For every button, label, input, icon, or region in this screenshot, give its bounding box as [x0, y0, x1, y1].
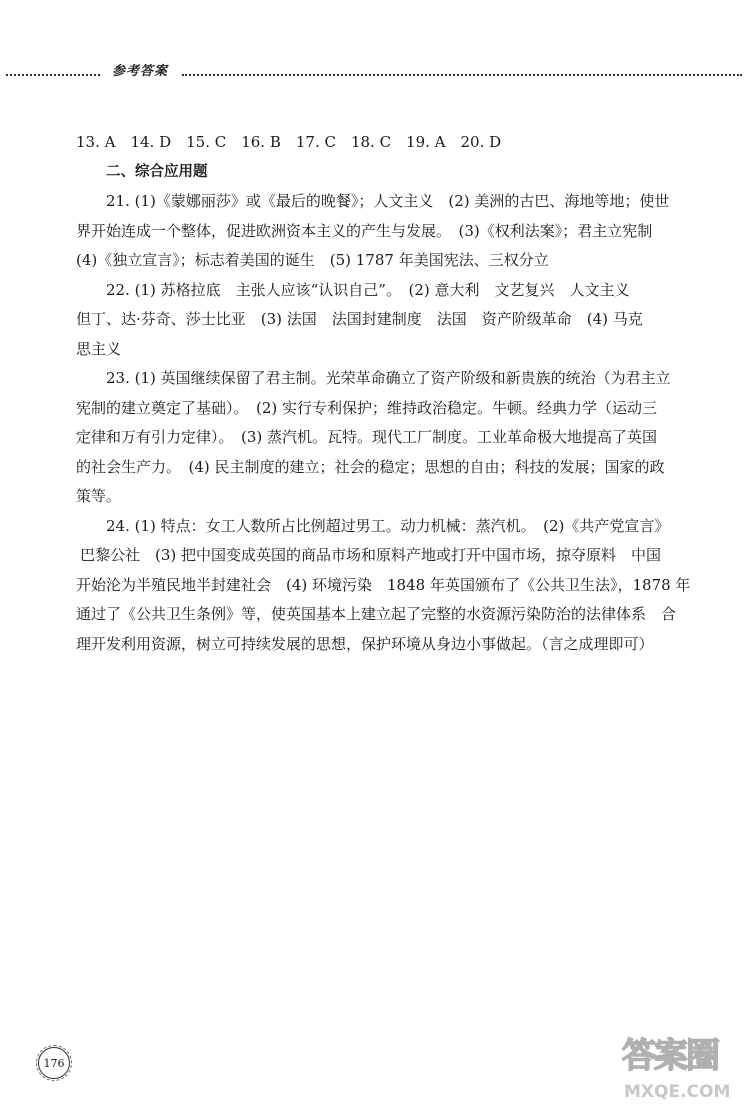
answer-body	[76, 128, 728, 659]
answer-line: 巴黎公社 (3) 把中国变成英国的商品市场和原料产地或打开中国市场，掠夺原料 中国	[80, 546, 662, 564]
page-header	[0, 58, 750, 82]
answer-line: (4)《独立宣言》；标志着美国的诞生 (5) 1787 年美国宪法、三权分立	[76, 251, 549, 269]
answer-line: 13. A 14. D 15. C 16. B 17. C 18. C 19. A 20. D	[76, 133, 502, 151]
watermark-site-text: MXQE.COM	[624, 1082, 731, 1102]
answer-line: 策等。	[76, 487, 122, 505]
answer-line: 的社会生产力。 (4) 民主制度的建立；社会的稳定；思想的自由；科技的发展；国家的政	[76, 457, 665, 476]
answer-line: 宪制的建立奠定了基础）。 (2) 实行专利保护；维持政治稳定。牛顿。经典力学（运动三	[76, 398, 658, 417]
section-heading: 二、综合应用题	[106, 163, 208, 180]
header-dotted-rule-left	[6, 74, 100, 76]
answer-line: 24. (1) 特点：女工人数所占比例超过男工。动力机械：蒸汽机。 (2)《共产党宣言》	[106, 516, 670, 535]
watermark-logo-text: 答案圈	[622, 1036, 718, 1076]
answer-line: 21. (1)《蒙娜丽莎》或《最后的晚餐》；人文主义 (2) 美洲的古巴、海地等地；使世	[106, 192, 670, 210]
header-title: 参考答案	[112, 64, 169, 79]
answer-line: 通过了《公共卫生条例》等，使英国基本上建立起了完整的水资源污染防治的法律体系 合	[76, 605, 677, 623]
answer-line: 23. (1) 英国继续保留了君主制。光荣革命确立了资产阶级和新贵族的统治（为君主立	[106, 369, 671, 387]
answer-line: 思主义	[76, 339, 122, 358]
answer-line: 开始沦为半殖民地半封建社会 (4) 环境污染 1848 年英国颁布了《公共卫生法》，1878 年	[76, 575, 691, 594]
answer-line: 理开发利用资源，树立可持续发展的思想，保护环境从身边小事做起。（言之成理即可）	[76, 634, 654, 653]
answer-line: 但丁、达·芬奇、莎士比亚 (3) 法国 法国封建制度 法国 资产阶级革命 (4) 马克	[76, 310, 643, 328]
answer-line: 界开始连成一个整体，促进欧洲资本主义的产生与发展。 (3)《权利法案》；君主立宪制	[76, 221, 653, 240]
answer-line: 22. (1) 苏格拉底 主张人应该“认识自己”。 (2) 意大利 文艺复兴 人文主义	[106, 280, 630, 299]
answer-line: 定律和万有引力定律）。 (3) 蒸汽机。瓦特。现代工厂制度。工业革命极大地提高了英国	[76, 428, 658, 446]
watermark-logo	[618, 1024, 750, 1117]
header-dotted-rule-right	[182, 74, 742, 76]
page-number: 176	[38, 1047, 70, 1079]
